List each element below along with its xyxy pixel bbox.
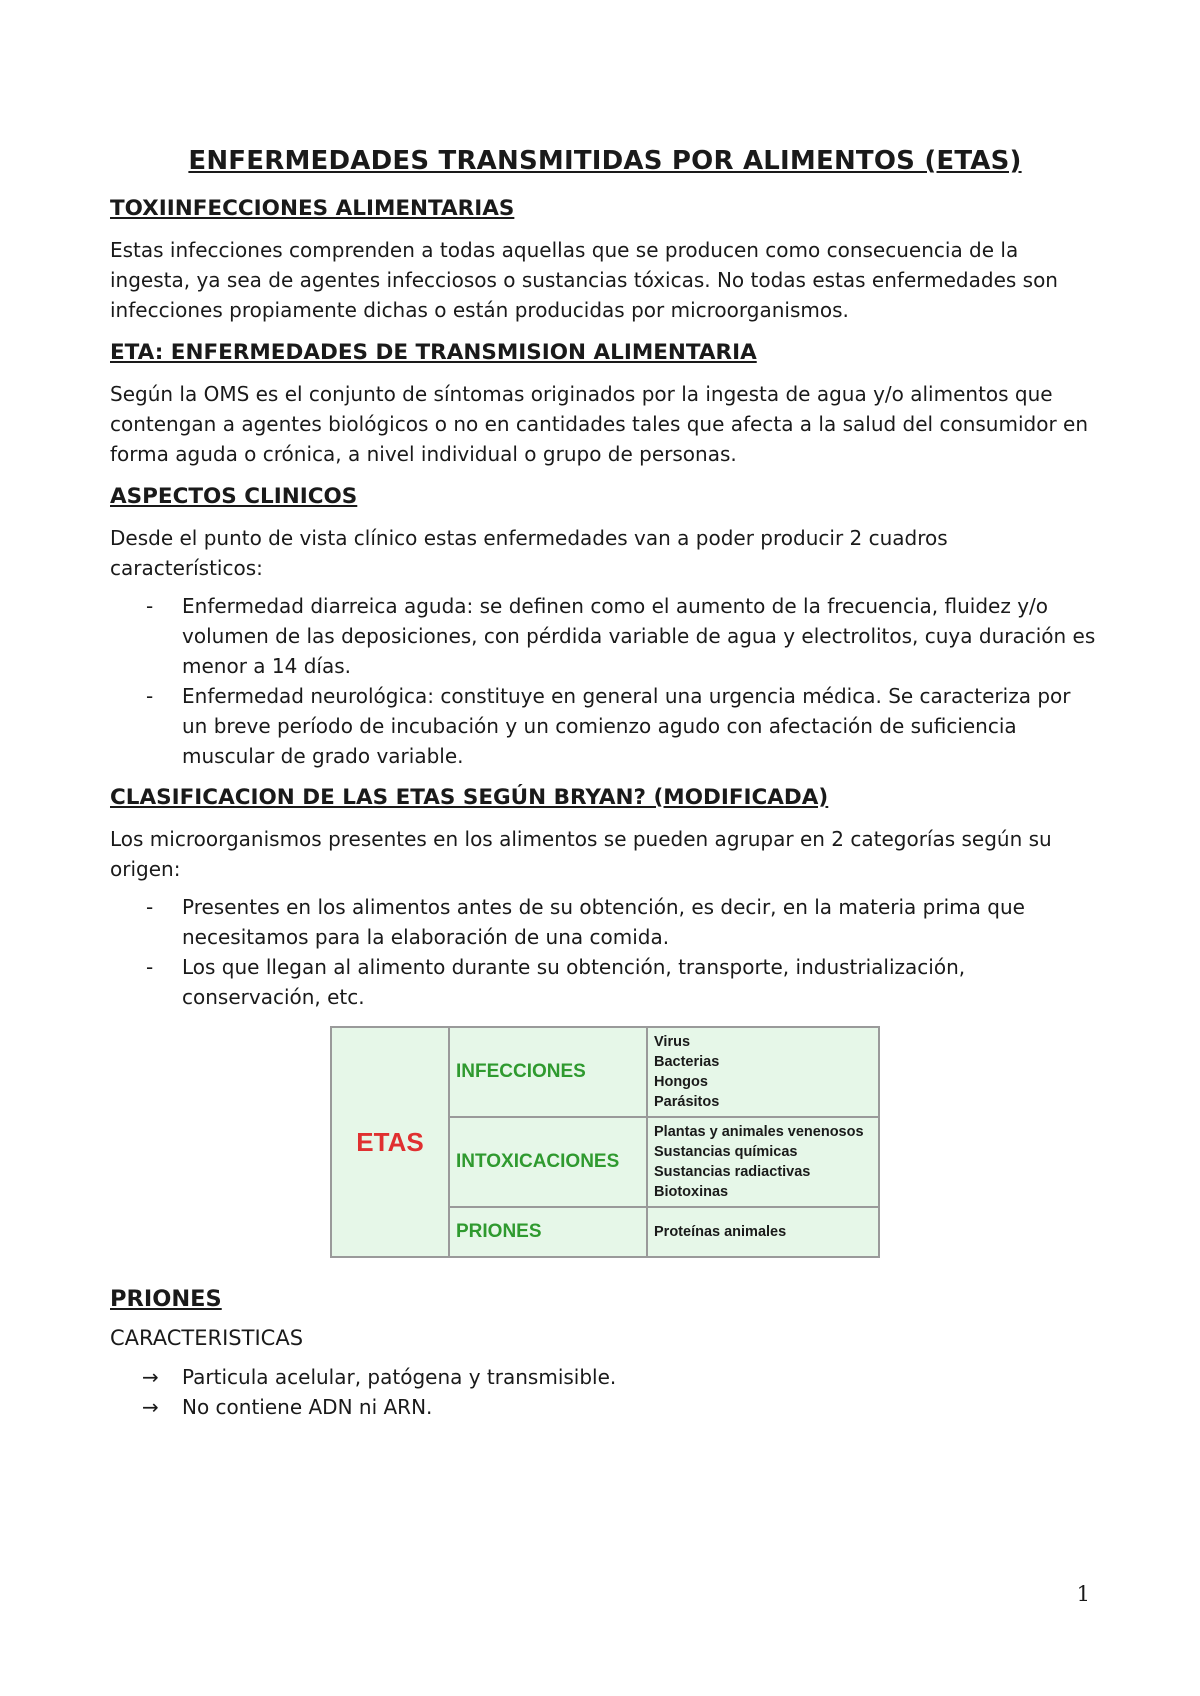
document-page	[110, 146, 1100, 1436]
section-heading-clasificacion: CLASIFICACION DE LAS ETAS SEGÚN BRYAN? (MODIFICADA)	[110, 785, 829, 810]
section-heading-eta: ETA: ENFERMEDADES DE TRANSMISION ALIMENTARIA	[110, 340, 757, 365]
list-item: → No contiene ADN ni ARN.	[110, 1392, 1100, 1422]
caracteristicas-list	[110, 1362, 1100, 1422]
section-body-aspectos-clinicos: Desde el punto de vista clínico estas enfermedades van a poder producir 2 cuadros característicos:	[110, 526, 948, 580]
dash-bullet: -	[146, 895, 154, 919]
section-body-clasificacion: Los microorganismos presentes en los alimentos se pueden agrupar en 2 categorías según su origen:	[110, 827, 1052, 881]
section-body-toxiinfecciones: Estas infecciones comprenden a todas aquellas que se producen como consecuencia de la ingesta, ya sea de agentes infecciosos o sustancias tóxicas. No todas estas enfermedades son infecciones propiamente dichas o están producidas por microorganismos.	[110, 238, 1058, 322]
table-item: Virus	[654, 1034, 691, 1050]
section-body-eta: Según la OMS es el conjunto de síntomas originados por la ingesta de agua y/o alimentos que contengan a agentes biológicos o no en cantidades tales que afecta a la salud del consumidor en forma aguda o crónica, a nivel individual o grupo de personas.	[110, 382, 1088, 466]
section-heading-priones: PRIONES	[110, 1286, 222, 1312]
table-item: Biotoxinas	[654, 1184, 729, 1200]
list-item: - Presentes en los alimentos antes de su obtención, es decir, en la materia prima que necesitamos para la elaboración de una comida.	[110, 892, 1100, 952]
aspectos-clinicos-list	[110, 591, 1100, 771]
list-item: - Enfermedad neurológica: constituye en general una urgencia médica. Se caracteriza por un breve período de incubación y un comienzo agudo con afectación de suficiencia muscular de grado variable.	[110, 681, 1100, 771]
table-item: Bacterias	[654, 1054, 720, 1070]
section-subheading-caracteristicas: CARACTERISTICAS	[110, 1326, 304, 1350]
arrow-bullet-icon: →	[142, 1365, 159, 1389]
arrow-bullet-icon: →	[142, 1395, 159, 1419]
category-infecciones: INFECCIONES	[449, 1027, 647, 1117]
table-row	[331, 1027, 879, 1117]
table-item: Sustancias radiactivas	[654, 1164, 811, 1180]
list-item: → Particula acelular, patógena y transmisible.	[110, 1362, 1100, 1392]
table-item: Sustancias químicas	[654, 1144, 798, 1160]
section-heading-toxiinfecciones: TOXIINFECCIONES ALIMENTARIAS	[110, 196, 515, 221]
dash-bullet: -	[146, 684, 154, 708]
category-intoxicaciones: INTOXICACIONES	[449, 1117, 647, 1207]
table-item: Hongos	[654, 1074, 708, 1090]
clasificacion-list	[110, 892, 1100, 1012]
items-priones	[647, 1207, 879, 1257]
list-item: - Los que llegan al alimento durante su obtención, transporte, industrialización, conservación, etc.	[110, 952, 1100, 1012]
dash-bullet: -	[146, 955, 154, 979]
table-item: Parásitos	[654, 1094, 720, 1110]
table-item: Plantas y animales venenosos	[654, 1124, 864, 1140]
etas-label: ETAS	[331, 1027, 449, 1257]
page-number: 1	[1076, 1582, 1090, 1606]
dash-bullet: -	[146, 594, 154, 618]
list-item: - Enfermedad diarreica aguda: se definen como el aumento de la frecuencia, fluidez y/o volumen de las deposiciones, con pérdida variable de agua y electrolitos, cuya duración es menor a 14 días.	[110, 591, 1100, 681]
etas-classification-table	[330, 1026, 880, 1258]
items-infecciones	[647, 1027, 879, 1117]
section-heading-aspectos-clinicos: ASPECTOS CLINICOS	[110, 484, 358, 509]
page-title: ENFERMEDADES TRANSMITIDAS POR ALIMENTOS (ETAS)	[188, 146, 1022, 176]
items-intoxicaciones	[647, 1117, 879, 1207]
category-priones: PRIONES	[449, 1207, 647, 1257]
table-item: Proteínas animales	[654, 1224, 787, 1240]
